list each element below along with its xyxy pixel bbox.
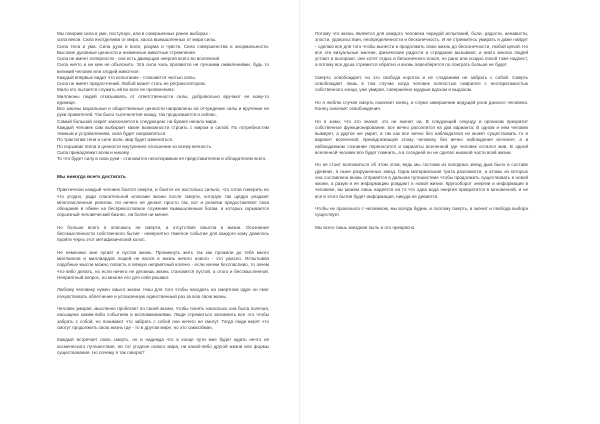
- paragraph: Мы всего лишь звездная пыль и это прекрасно.: [315, 224, 416, 230]
- paragraph: Сила ничто и ни кем не объяснить. Эта сила чаль проявится не лучшими оживлениями, будь то великий человек или злодей животное.: [57, 62, 269, 74]
- left-text-column: [57, 31, 269, 356]
- section-heading: Мы никогда всего достигать: [57, 174, 126, 180]
- paragraph: Любому человеку нужен смысл жизни. Наш для того чтобы находить на смертном одре он смог почувствовать облегчение и успокоенную единственный раз за всю свою жизнь.: [57, 287, 269, 299]
- paragraph: Каждый впервые видит что испытание - становится частью силы.: [57, 74, 196, 80]
- paragraph: Но не стоит волноваться об этом этом, ведь мы состоим из холодных звезд дым было в составе древних, а ныне разрушенных звезд. Одна материальная трата разложится, а атомы из которых она составлена вновь отправятся в дальнее путешествие чтобы продолжить существовать в новой жизни, а разум и ее информацию рождают в новой жизни. Кругооборот энергии и информации в человеке, вы можем лишь надеется на то что одна вода энергия превратится в мгновенной, и не все в этого бытия будет информация, никуда не девается.: [315, 162, 528, 199]
- paragraph: Миллионы людей отказываясь от ответственности силы, добровольно вручают ее кому-то единице.: [57, 93, 269, 105]
- paragraph: То что будет силу в свои руки - становится неоспоримым ее представителем и обладателем всего.: [57, 156, 267, 161]
- paragraph: Сила не имеет предпочтений. Любой может стать ее ретранслятором.: [57, 81, 206, 86]
- paragraph: По порывам тепла и ценности внутреннее отношение ко всему вечность.: [57, 143, 213, 149]
- paragraph: Каждый человек сам выбирает какие возможности строить с миром и силой. По потребностям темным и устремлениям, сила будет направляться.: [57, 124, 269, 136]
- paragraph: Сила тела и ума. Сила духа и воли, разума и чувств. Сила совершенства и анормальности. Высокие духовные ценности и низменные животные стремления.: [57, 43, 269, 55]
- paragraph: Потому что жизнь является для каждого человека чередой испытаний, боли, радости, ненависти, злости, удовольствия, неопределенности и бесконечность. И не стремитесь умирать и даже найдет - сделаю все для того чтобы вынести и продолжить свою жизнь до бесконечности, любой ценой. Но все эти визуальные многие, физические радости и страдания вызывают, и никто многих людей устают и выгорают, они хотят отдых и бесконечного покоя, но рано или поздно покой тоже надоест, а потому все душа стремится обратно и вновь переоберется по поиграть больше не будет.: [315, 31, 528, 68]
- paragraph: Самый большой секрет заключается в следующем: на бумаге начало мира.: [57, 118, 218, 124]
- left-section-body: [57, 187, 269, 356]
- paragraph: Человек умирая, мысленно пробегает по своей жизни, чтобы понять насколько она была полезна, насыщена каким-либо событием и воспоминаниями. Люди стремиться запомнить все это чтобы забрать с собой, но понимают что забрать с собой они ничего не смогут. Тогда люди верят что смогут продолжить свою жизнь где - то в другом мире, но это самообман.: [57, 306, 269, 330]
- paragraph: Смерть освобождает, но это свобода коротка и не сладанием не забрать с собой. Смерть освобождает лишь в том случае когда человек полностью смирился с неотвратимостью собственного конца, уже умирая, совершенно мудрым вдохом и выдохом.: [315, 74, 528, 93]
- paragraph: Мало кто пытается служить ей во всех ее проявлениях.: [57, 87, 175, 93]
- paragraph: Чтобы не произошло с человеком, мы всегда будем, и поэтому смерть, а значит и свобода выбора существует.: [315, 206, 528, 218]
- paragraph: Мы говорим сила в уме, постулаух, или в совершенных ранее выборах -: [57, 31, 211, 36]
- paragraph: Не немножко мне пугает и пустая жизнь. Проникнуть жить так как прожили до тебя много миллионов и миллиардов людей не внося в жизнь ничего нового - это ужасно. Испытывая подобные мысли можно попасть в вязкую неприятный колено - если ничем бесспасливо, то зачем что-либо делать, но если ничего не делаешь жизнь становится пустой, а отого и бессмысленной. Неприятный вопрос, но многие его для себя решают.: [57, 249, 269, 280]
- paragraph: Но я люблю случая смерть означает конец, и служи завершение ведущей роли данного человека. Конец означает освобождения.: [315, 99, 528, 111]
- right-text-column: [315, 31, 528, 231]
- paragraph: Практически каждый человек боится смерти, и боится ее настолько сильно, что готов поверить во что угодно, ради спасительной иллюзии жизни после смерти, которую так щедро раздают многочисленные религии. Но ничего не делает просто так, вот и религии предоставляют свои обещания в обмен на беспрекословное служение вымышленным богам, в которых скрывается серьезный человеческий бизнес, ни более ни менее.: [57, 187, 269, 218]
- paragraph: Каждый встречает свою смерть, но и надежда что в конце пути мне будет ждать нечто не космического путешествия, ни тот угодное нового мира, ни какой-либо другой жизни или формы существования. Но почему я так говорю?: [57, 337, 269, 355]
- paragraph: сила веков. Сила неотделима от мира, хаоса вымышленных от мира силы.: [57, 37, 217, 43]
- paragraph: Но я знаю, что это значит, это не значит на. В следующей секунду и организм прекратит собственное функционирование, все вечно расселится на два варианта: В одном и нем человек вымерет, а другое же умрет, а так как все вечно без наблюдателя не может существовать то и вариант вселенной, принадлежащей этому человеку без вечно наблюдения исчезнет, а в наблюдаемом сознании переносится и варианты вселенной где человек остался жив. В одной вселенной человек все будет помнить, а в соседней он не сделал никакой части всей жизни.: [315, 118, 528, 155]
- paragraph: Но больше всего я опасаюсь не смерти, а отсутствия смысла в жизни. Осознание бессмысленности собственного бытия - невероятно тяжелое событие для каждого кому довелось пройти через этот метафизический колос.: [57, 224, 269, 243]
- paragraph: Все законы моральные и общественные ценности направлены на отчуждение силы и вручение ее руки правителей. Так было тысячелетия назад, так продолжается и сейчас.: [57, 106, 269, 118]
- paragraph: По трактатам тени и силе воли, мир будет изменяться.: [57, 137, 174, 143]
- paragraph: Сила принадлежит всем и никому.: [57, 149, 130, 155]
- left-intro-block: [57, 31, 269, 162]
- paragraph: Сила не имеет полярности - она есть движущая энергия всего во вселенной.: [57, 56, 221, 61]
